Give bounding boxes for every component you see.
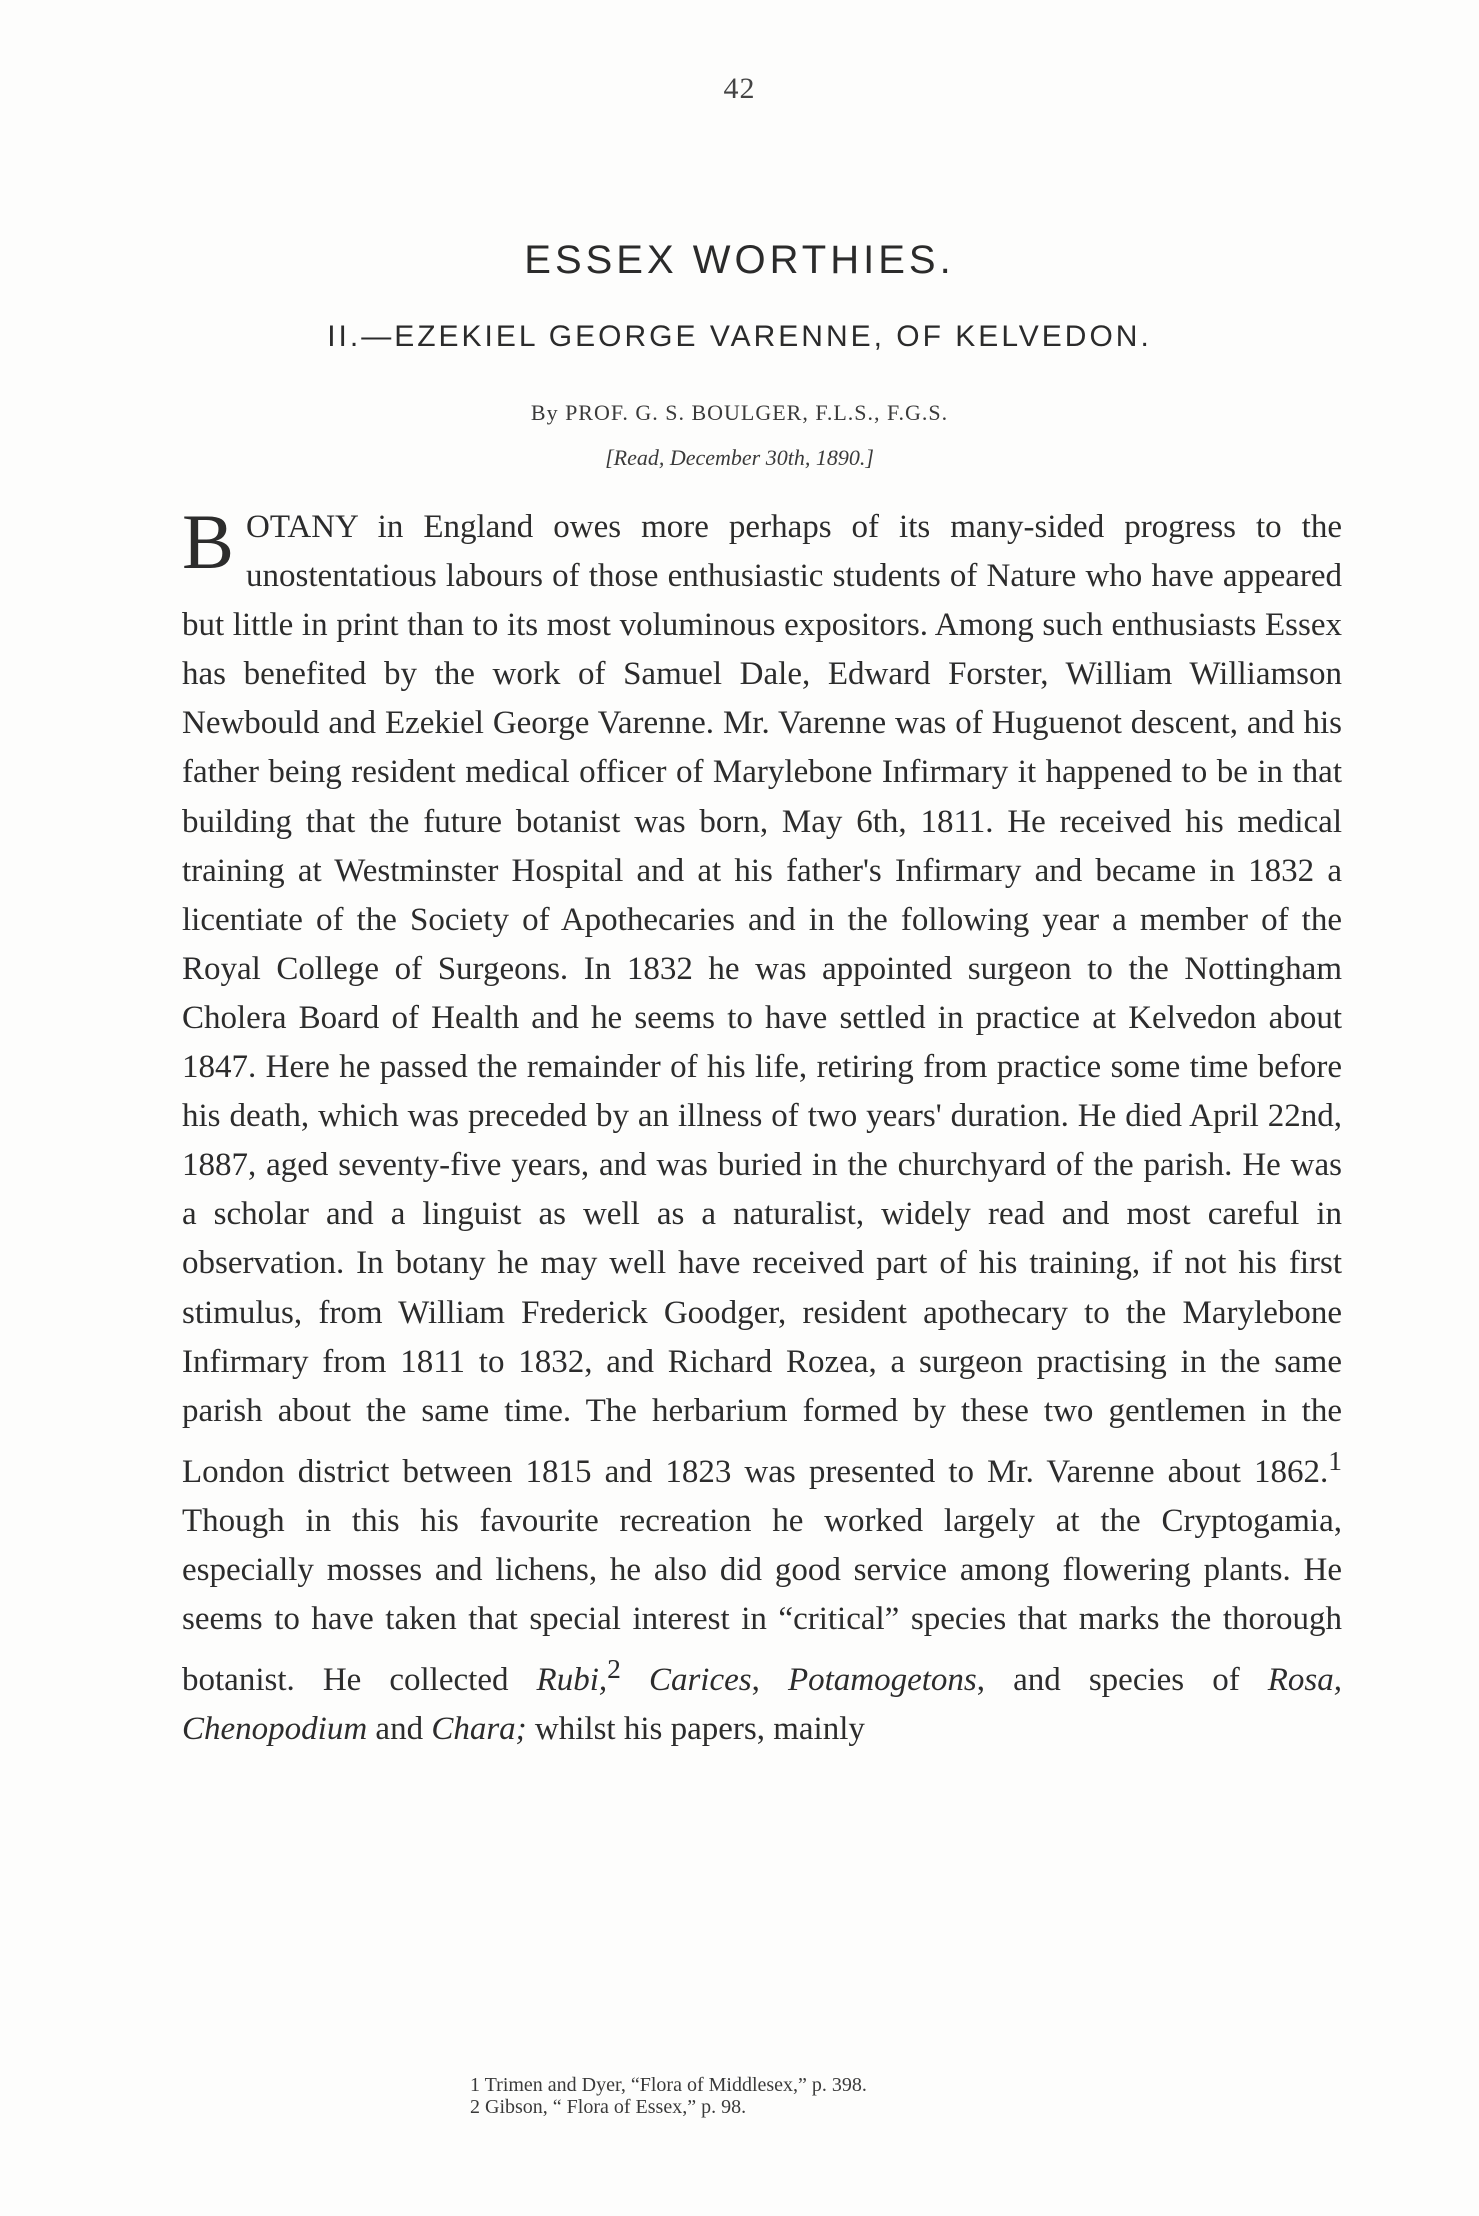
article-title: ESSEX WORTHIES. xyxy=(524,238,955,282)
drop-cap: B xyxy=(182,498,235,585)
italic-chara: Chara; xyxy=(431,1711,527,1748)
separator: , xyxy=(751,1662,788,1699)
italic-carices: Carices xyxy=(648,1662,752,1699)
read-date-note: [Read, December 30th, 1890.] xyxy=(605,445,874,470)
italic-rosa: Rosa, Chenopodium xyxy=(182,1662,1343,1748)
italic-rubi: Rubi, xyxy=(536,1662,608,1699)
author-byline: By PROF. G. S. BOULGER, F.L.S., F.G.S. xyxy=(530,400,949,425)
page-number: 42 xyxy=(723,72,756,105)
footnote-ref-1: 1 xyxy=(1328,1444,1342,1476)
article-subtitle: II.—EZEKIEL GEORGE VARENNE, OF KELVEDON. xyxy=(327,320,1152,353)
body-text-part-3: , and species of xyxy=(976,1662,1268,1699)
separator: and xyxy=(367,1711,432,1748)
footnote-ref-2: 2 xyxy=(607,1653,621,1685)
body-paragraph xyxy=(182,498,1343,1754)
footnote-2: 2 Gibson, “ Flora of Essex,” p. 98. xyxy=(470,2096,747,2118)
body-text-part-2: Though in this his favourite recreation he worked largely at the Cryptogamia, especially mosses and lichens, he also did good service among flowering plants. He seems to have taken that special interest in “critical” species that marks the thorough botanist. He collected xyxy=(182,1502,1342,1699)
footnotes xyxy=(470,2074,1270,2118)
italic-potamogetons: Potamogetons xyxy=(787,1662,977,1699)
spacer xyxy=(621,1662,649,1698)
body-text-part-4: whilst his papers, mainly xyxy=(526,1711,865,1748)
body-text xyxy=(182,498,1343,1754)
body-text-part-1: OTANY in England owes more perhaps of its many-sided progress to the unostentatious labours of those enthusiastic students of Nature who have appeared but little in print than to its most voluminous expositors. Among such enthusiasts Essex has benefited by the work of Samuel Dale, Edward Forster, William Williamson Newbould and Ezekiel George Varenne. Mr. Varenne was of Huguenot descent, and his father being resident medical officer of Marylebone Infirmary it happened to be in that building that the future botanist was born, May 6th, 1811. He received his medical training at Westminster Hospital and at his father's Infirmary and became in 1832 a licentiate of the Society of Apothecaries and in the following year a member of the Royal College of Surgeons. In 1832 he was appointed surgeon to the Nottingham Cholera Board of Health and he seems to have settled in practice at Kelvedon about 1847. Here he passed the remainder of his life, retiring from practice some time before his death, which was preceded by an illness of two years' duration. He died April 22nd, 1887, aged seventy-five years, and was buried in the churchyard of the parish. He was a scholar and a linguist as well as a naturalist, widely read and most careful in observation. In botany he may well have received part of his training, if not his first stimulus, from William Frederick Goodger, resident apothecary to the Marylebone Infirmary from 1811 to 1832, and Richard Rozea, a surgeon practising in the same parish about the same time. The herbarium formed by these two gentlemen in the London district between 1815 and 1823 was presented to Mr. Varenne about 1862. xyxy=(182,509,1342,1490)
footnote-1: 1 Trimen and Dyer, “Flora of Middlesex,” p. 398. xyxy=(470,2074,867,2096)
